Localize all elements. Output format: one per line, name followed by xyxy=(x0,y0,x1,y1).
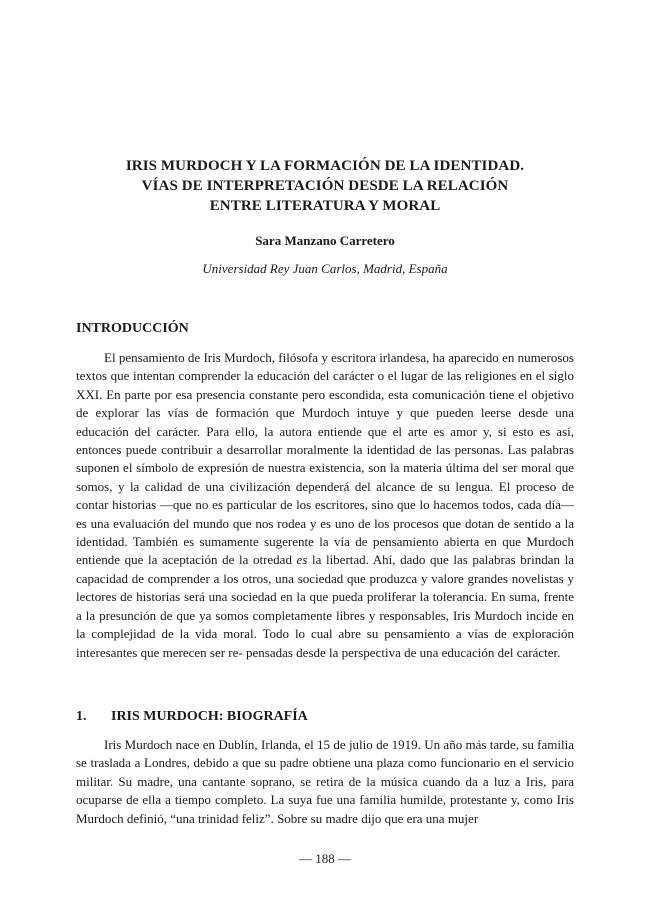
section-1-heading-text: IRIS MURDOCH: BIOGRAFÍA xyxy=(111,709,308,724)
introduction-text-part-2: la libertad. Ahí, dado que las palabras brindan la capacidad de comprender a los otros, una sociedad que produzca y valore grandes novelistas y lectores de historias será una sociedad en la que pueda proliferar la tolerancia. En suma, frente a la presunción de que ya somos completamente libres y responsables, Iris Murdoch incide en la complejidad de la vida moral. Todo lo cual abre su pensamiento a vías de exploración interesantes que merecen ser re- pensadas desde la perspectiva de una educación del carácter. xyxy=(76,552,574,660)
introduction-heading-text: INTRODUCCIÓN xyxy=(76,321,189,336)
emphasized-word: es xyxy=(296,552,308,568)
author-name: Sara Manzano Carretero xyxy=(255,233,395,248)
author-affiliation: Universidad Rey Juan Carlos, Madrid, España xyxy=(202,261,448,276)
page-number: — 188 — xyxy=(299,851,351,866)
introduction-body xyxy=(76,349,574,662)
article-title-line-1: IRIS MURDOCH Y LA FORMACIÓN DE LA IDENTIDAD. xyxy=(125,158,525,174)
article-title-line-2: VÍAS DE INTERPRETACIÓN DESDE LA RELACIÓN xyxy=(141,178,509,194)
section-1-paragraph: Iris Murdoch nace en Dublín, Irlanda, el 15 de julio de 1919. Un año más tarde, su familia se traslada a Londres, debido a que su padre obtiene una plaza como funcionario en el servicio militar. Su madre, una cantante soprano, se retira de la música cuando da a luz a Iris, para ocuparse de ella a tiempo completo. La suya fue una familia humilde, protestante y, como Iris Murdoch definió, “una trinidad feliz”. Sobre su madre dijo que era una mujer xyxy=(76,737,574,826)
section-1-body xyxy=(76,736,574,828)
title-block xyxy=(76,156,574,278)
section-1-number: 1. xyxy=(76,709,87,724)
article-title-line-3: ENTRE LITERATURA Y MORAL xyxy=(209,198,441,214)
section-1-heading xyxy=(76,708,308,726)
introduction-text-part-1: El pensamiento de Iris Murdoch, filósofa y escritora irlandesa, ha aparecido en numerosos textos que intentan comprender la educación del carácter o el lugar de las religiones en el siglo XXI. En parte por esa presencia constante pero escondida, esta comunicación tiene el objetivo de explorar las vías de formación que Murdoch intuye y que pueden leerse desde una educación del carácter. Para ello, la autora entiende que el arte es amor y, si esto es así, entonces puede contribuir a desarrollar moralmente la identidad de las personas. Las palabras suponen el símbolo de expresión de nuestra existencia, son la materia última del ser moral que somos, y la calidad de una civilización dependerá del alcance de su lengua. El proceso de contar historias —que no es particular de los escritores, sino que lo hacemos todos, cada día— es una evaluación del mundo que nos rodea y es uno de los procesos que dotan de sentido a la identidad. También es sumamente sugerente la vía de pensamiento abierta en que Murdoch entiende que la aceptación de la otredad xyxy=(76,350,574,568)
introduction-paragraph xyxy=(76,349,574,662)
introduction-heading xyxy=(76,320,189,338)
